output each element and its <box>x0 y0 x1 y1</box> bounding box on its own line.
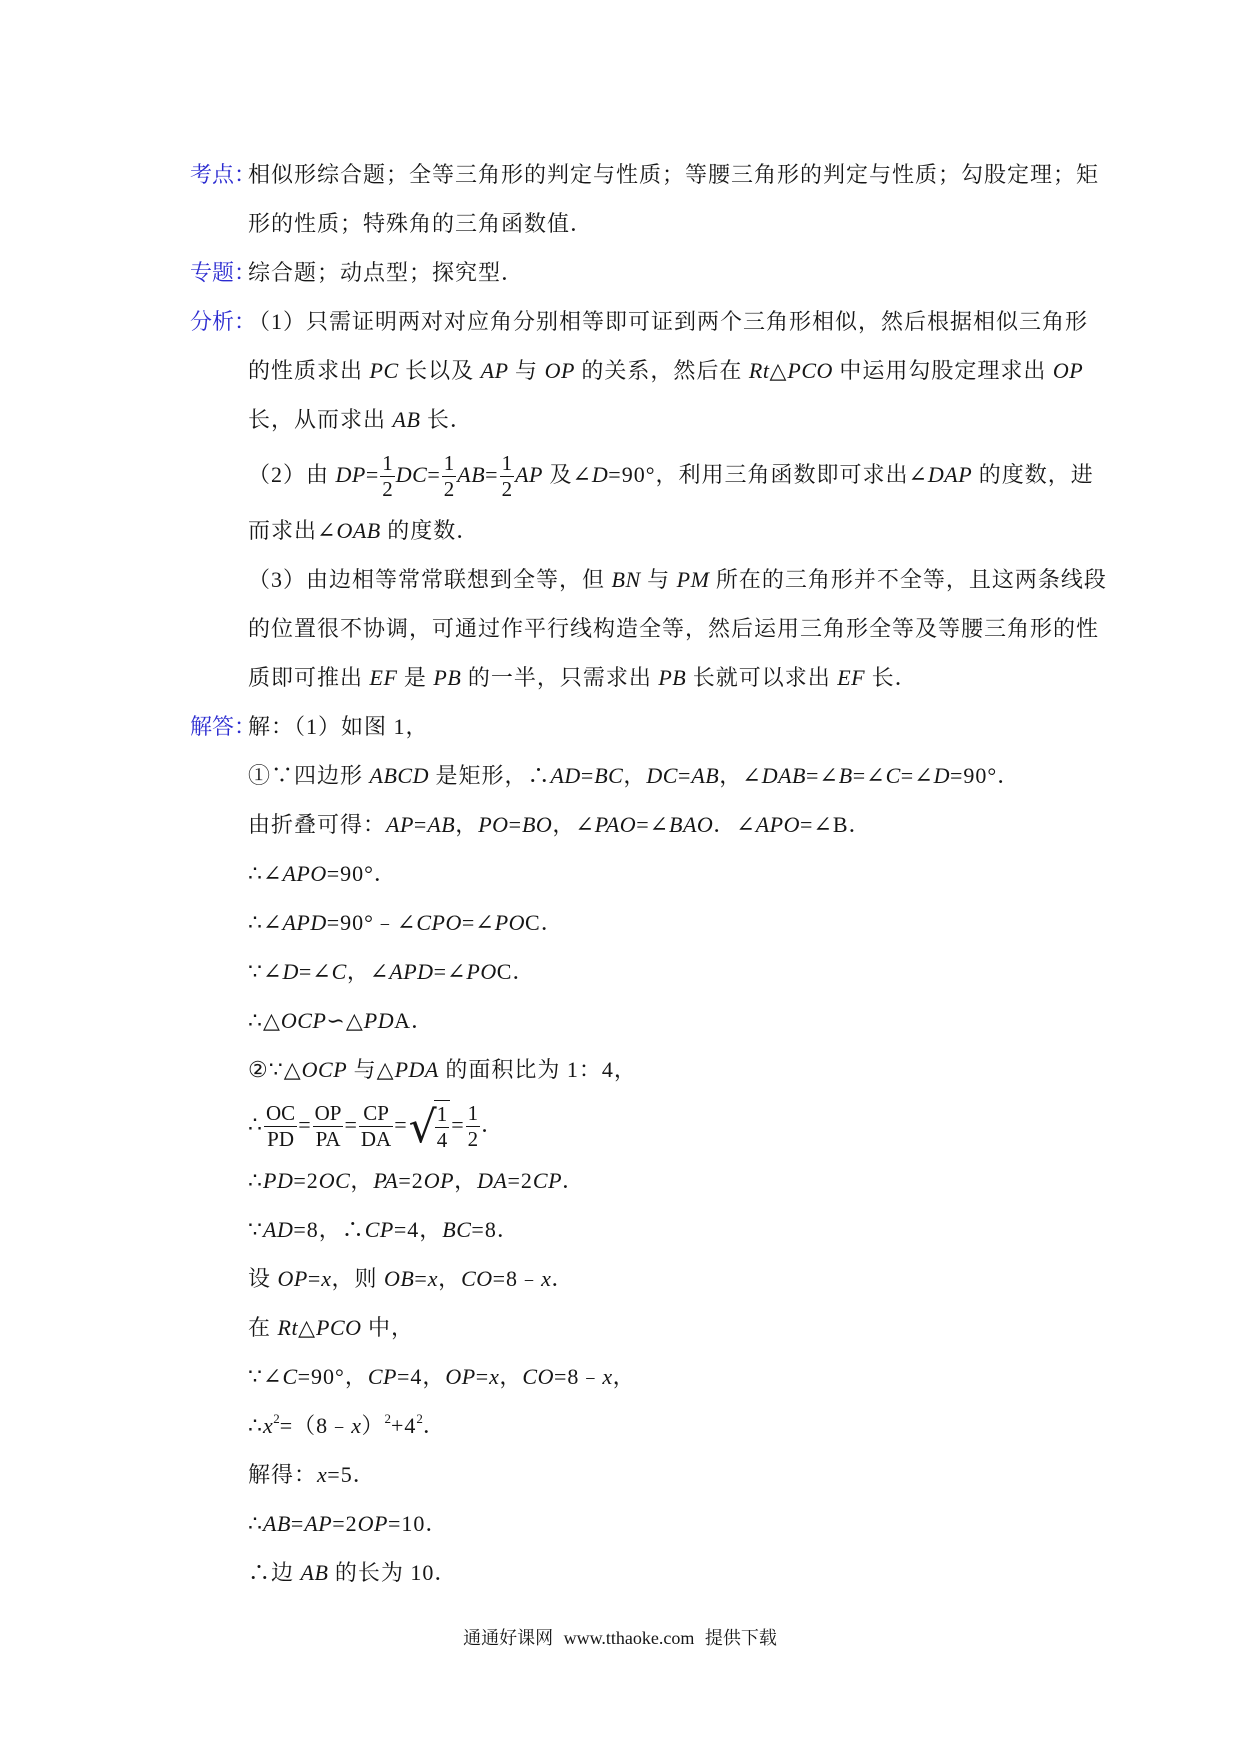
math-variable: AB <box>427 812 456 837</box>
text-run: ①∵四边形 <box>248 763 370 788</box>
text-run: =∠ <box>461 910 495 935</box>
fraction-numerator: OP <box>314 1101 342 1126</box>
math-variable: x <box>263 1413 274 1438</box>
text-run: 由折叠可得： <box>248 812 387 837</box>
text-run: 的位置很不协调，可通过作平行线构造全等，然后运用三角形全等及等腰三角形的性 <box>248 616 1100 641</box>
math-variable: PA <box>373 1168 399 1193</box>
text-run: 的性质求出 <box>248 358 370 383</box>
text-run: ， <box>454 1168 478 1193</box>
text-run: 及∠ <box>542 462 592 487</box>
math-variable: AB <box>263 1511 291 1536</box>
superscript: 2 <box>384 1411 391 1426</box>
exam-points-section <box>190 150 1100 248</box>
text-run: 设 <box>248 1266 278 1291</box>
text-run: =∠ <box>433 959 467 984</box>
math-variable: C <box>282 1364 298 1389</box>
text-run: = <box>580 763 595 788</box>
math-variable: APO <box>755 812 800 837</box>
text-run: 是 <box>397 665 434 690</box>
section-label: 分析： <box>190 309 257 334</box>
text-run: ． <box>551 1266 575 1291</box>
text-run: = <box>475 1364 490 1389</box>
text-run: ∵ <box>248 1217 263 1242</box>
text-run: 综合题；动点型；探究型． <box>248 260 525 285</box>
superscript: 2 <box>416 1411 423 1426</box>
text-run: =8． <box>471 1217 520 1242</box>
text-run: ． <box>562 1168 586 1193</box>
text-run: 所在的三角形并不全等，且这两条线段 <box>709 567 1107 592</box>
fraction-denominator: 4 <box>436 1128 448 1153</box>
text-run: 与 <box>508 358 545 383</box>
text-run: 的度数，进 <box>972 462 1094 487</box>
fraction-numerator: 1 <box>436 1102 448 1127</box>
math-variable: OB <box>384 1266 415 1291</box>
text-run: = <box>290 1511 305 1536</box>
math-variable: AD <box>550 763 581 788</box>
math-variable: Rt <box>748 358 770 383</box>
doc-line <box>190 444 1094 506</box>
math-variable: ABCD <box>369 763 429 788</box>
math-variable: AP <box>304 1511 333 1536</box>
text-run: 解：（1）如图 1， <box>248 714 429 739</box>
math-variable: BN <box>611 567 641 592</box>
math-variable: OCP <box>301 1057 348 1082</box>
fraction-numerator: CP <box>363 1101 389 1126</box>
math-variable: CP <box>364 1217 394 1242</box>
doc-line <box>190 1094 1090 1156</box>
math-variable: PD <box>363 1008 395 1033</box>
text-run: =90°，利用三角函数即可求出∠ <box>608 462 928 487</box>
text-run: = <box>365 462 380 487</box>
math-variable: AB <box>392 407 421 432</box>
fraction-numerator: OC <box>266 1101 296 1126</box>
math-variable: APO <box>282 861 327 886</box>
doc-line <box>190 751 1090 800</box>
math-variable: AB <box>691 763 720 788</box>
text-run: = <box>677 763 692 788</box>
text-run: =90°． <box>950 763 1021 788</box>
math-variable: CPO <box>416 910 462 935</box>
fraction <box>466 1101 481 1152</box>
math-variable: D <box>282 959 299 984</box>
text-run: ，∠ <box>552 812 595 837</box>
text-run: ， <box>612 1364 636 1389</box>
text-run: 长． <box>865 665 918 690</box>
text-run: A． <box>394 1008 434 1033</box>
fraction-denominator: 2 <box>382 477 393 502</box>
text-run: 的面积比为 1：4， <box>438 1057 637 1082</box>
doc-line <box>190 248 1090 297</box>
fraction-numerator: 1 <box>467 1101 479 1126</box>
math-variable: PAO <box>594 812 637 837</box>
fraction <box>442 451 457 502</box>
math-variable: PC <box>369 358 399 383</box>
doc-line <box>190 1045 1090 1094</box>
text-run: +4 <box>390 1413 417 1438</box>
square-root <box>409 1100 451 1153</box>
text-run: =2 <box>293 1168 319 1193</box>
text-run: ） <box>361 1413 385 1438</box>
section-label: 考点： <box>190 162 257 187</box>
fraction-numerator: 1 <box>501 451 513 476</box>
fraction <box>359 1101 393 1152</box>
math-variable: x <box>489 1364 500 1389</box>
math-variable: AP <box>480 358 509 383</box>
math-variable: x <box>427 1266 439 1291</box>
document-body <box>190 150 1107 1597</box>
math-variable: x <box>541 1266 552 1291</box>
math-variable: PO <box>466 959 497 984</box>
text-run: =90°． <box>326 861 397 886</box>
math-variable: OC <box>318 1168 351 1193</box>
text-run: 长． <box>420 407 473 432</box>
text-run: ， <box>455 812 479 837</box>
text-run: ． <box>422 1413 446 1438</box>
math-variable: EF <box>837 665 866 690</box>
math-variable: PO <box>478 812 509 837</box>
math-variable: AP <box>386 812 414 837</box>
math-variable: DC <box>395 462 428 487</box>
math-variable: OP <box>423 1168 455 1193</box>
math-variable: OAB <box>336 518 381 543</box>
doc-line <box>190 1548 1090 1597</box>
topic-section <box>190 248 1090 297</box>
solution-section <box>190 702 1090 1597</box>
text-run: ， <box>438 1266 462 1291</box>
text-run: =（8﹣ <box>279 1413 352 1438</box>
text-run: 的长为 10． <box>328 1560 458 1585</box>
fraction-numerator: 1 <box>443 451 455 476</box>
math-variable: PB <box>658 665 687 690</box>
text-run: 与△ <box>347 1057 395 1082</box>
text-run: 解得： <box>248 1462 318 1487</box>
math-variable: C <box>885 763 901 788</box>
text-run: =90°﹣∠ <box>326 910 417 935</box>
math-variable: OP <box>445 1364 476 1389</box>
text-run: 形的性质；特殊角的三角函数值． <box>248 211 594 236</box>
text-run: = <box>394 1112 408 1137</box>
text-run: ， <box>623 763 647 788</box>
text-run: =4， <box>393 1217 443 1242</box>
doc-line <box>190 702 1090 751</box>
text-run: ．∠ <box>713 812 756 837</box>
fraction-denominator: 2 <box>501 477 513 502</box>
text-run: ∽△ <box>326 1008 364 1033</box>
math-variable: CP <box>367 1364 397 1389</box>
text-run: =8﹣ <box>492 1266 542 1291</box>
fraction-denominator: 2 <box>443 477 455 502</box>
text-run: = <box>508 812 522 837</box>
math-variable: OP <box>277 1266 308 1291</box>
text-run: =90°， <box>297 1364 368 1389</box>
doc-line <box>190 996 1090 1045</box>
math-variable: DC <box>646 763 678 788</box>
text-run: （1）只需证明两对对应角分别相等即可证到两个三角形相似，然后根据相似三角形 <box>248 309 1089 334</box>
math-variable: AD <box>263 1217 294 1242</box>
math-variable: DAB <box>761 763 806 788</box>
text-run: ∴ <box>248 1112 263 1137</box>
math-variable: DAP <box>927 462 973 487</box>
math-variable: CP <box>532 1168 563 1193</box>
text-run: ∵∠ <box>248 959 283 984</box>
doc-line <box>190 604 1100 653</box>
text-run: 相似形综合题；全等三角形的判定与性质；等腰三角形的判定与性质；勾股定理；矩 <box>248 162 1100 187</box>
fraction-denominator: PD <box>264 1126 297 1152</box>
text-run: =∠ <box>852 763 886 788</box>
text-run: = <box>414 1266 428 1291</box>
math-variable: PCO <box>316 1315 362 1340</box>
text-run: = <box>451 1112 465 1137</box>
fraction-denominator: 2 <box>467 1127 479 1152</box>
text-run: ∴ <box>248 1413 263 1438</box>
math-variable: Rt <box>277 1315 299 1340</box>
superscript: 2 <box>273 1411 280 1426</box>
fraction <box>313 1101 344 1152</box>
section-label: 专题： <box>190 260 257 285</box>
math-variable: CO <box>522 1364 554 1389</box>
doc-line <box>190 555 1107 604</box>
text-run: 中， <box>361 1315 415 1340</box>
math-variable: x <box>317 1462 328 1487</box>
text-run: = <box>485 462 499 487</box>
analysis-section <box>190 297 1107 702</box>
math-variable: OCP <box>280 1008 327 1033</box>
text-run: =2 <box>507 1168 533 1193</box>
doc-line <box>190 506 1090 555</box>
doc-line <box>190 1450 1090 1499</box>
text-run: ∴∠ <box>248 910 283 935</box>
math-variable: C <box>331 959 347 984</box>
text-run: ∵∠ <box>248 1364 283 1389</box>
text-run: 质即可推出 <box>248 665 370 690</box>
doc-line <box>190 898 1090 947</box>
math-variable: PDA <box>394 1057 439 1082</box>
text-run: =2 <box>398 1168 424 1193</box>
text-run: ，∠ <box>346 959 390 984</box>
math-variable: BC <box>594 763 624 788</box>
math-variable: BC <box>442 1217 472 1242</box>
fraction <box>500 451 515 502</box>
text-run: 中运用勾股定理求出 <box>832 358 1053 383</box>
text-run: △ <box>769 358 788 383</box>
doc-line <box>190 1205 1090 1254</box>
text-run: 是矩形，∴ <box>428 763 551 788</box>
text-run: =∠ <box>805 763 839 788</box>
text-run: =8，∴ <box>293 1217 365 1242</box>
text-run: ∴边 <box>248 1560 301 1585</box>
text-run: ∴∠ <box>248 861 283 886</box>
math-variable: BAO <box>669 812 714 837</box>
text-run: ， <box>499 1364 523 1389</box>
text-run: =∠ <box>636 812 670 837</box>
text-run: = <box>307 1266 322 1291</box>
text-run: =5． <box>327 1462 376 1487</box>
doc-line <box>190 800 1090 849</box>
text-run: ∴ <box>248 1511 263 1536</box>
math-variable: PB <box>433 665 462 690</box>
text-run: 的关系，然后在 <box>574 358 749 383</box>
text-run: C． <box>496 959 536 984</box>
text-run: 的度数． <box>380 518 480 543</box>
doc-line <box>190 1352 1090 1401</box>
doc-line <box>190 1303 1090 1352</box>
text-run: = <box>344 1112 358 1137</box>
text-run: （3）由边相等常常联想到全等，但 <box>248 567 612 592</box>
text-run: 长就可以求出 <box>686 665 838 690</box>
text-run: （2）由 <box>248 462 336 487</box>
text-run: ， <box>350 1168 374 1193</box>
text-run: ②∵△ <box>248 1057 302 1082</box>
doc-line <box>190 346 1090 395</box>
math-variable: BO <box>521 812 553 837</box>
doc-line <box>190 849 1090 898</box>
doc-line <box>190 199 1090 248</box>
math-variable: CO <box>461 1266 493 1291</box>
text-run: 长，从而求出 <box>248 407 393 432</box>
text-run: 与 <box>640 567 677 592</box>
doc-line <box>190 947 1090 996</box>
doc-line <box>190 395 1090 444</box>
math-variable: B <box>838 763 853 788</box>
doc-line <box>190 1254 1090 1303</box>
math-variable: OP <box>1052 358 1084 383</box>
section-label: 解答： <box>190 714 257 739</box>
math-variable: EF <box>369 665 398 690</box>
math-variable: PO <box>494 910 526 935</box>
math-variable: OP <box>544 358 575 383</box>
fraction <box>380 451 395 502</box>
math-variable: DP <box>335 462 366 487</box>
fraction <box>264 1101 297 1152</box>
text-run: ∴△ <box>248 1008 281 1033</box>
math-variable: x <box>321 1266 332 1291</box>
math-variable: PM <box>676 567 710 592</box>
doc-line <box>190 1401 1090 1450</box>
math-variable: AB <box>457 462 486 487</box>
text-run: C． <box>525 910 564 935</box>
fraction-denominator: DA <box>360 1127 392 1152</box>
math-variable: PD <box>263 1168 294 1193</box>
math-variable: PCO <box>787 358 833 383</box>
text-run: 长以及 <box>398 358 481 383</box>
text-run: = <box>427 462 441 487</box>
page-footer: 通通好课网 www.tthaoke.com 提供下载 <box>463 1628 777 1648</box>
math-variable: D <box>933 763 951 788</box>
text-run: 的一半，只需求出 <box>461 665 659 690</box>
text-run: ． <box>481 1112 505 1137</box>
text-run: =∠ <box>298 959 332 984</box>
math-variable: OP <box>357 1511 388 1536</box>
math-variable: AB <box>300 1560 329 1585</box>
math-variable: x <box>351 1413 362 1438</box>
doc-line <box>190 653 1090 702</box>
doc-line <box>190 1499 1090 1548</box>
math-variable: AP <box>515 462 543 487</box>
text-run: △ <box>298 1315 316 1340</box>
text-run: = <box>298 1112 312 1137</box>
fraction-numerator: 1 <box>382 451 393 476</box>
text-run: = <box>413 812 428 837</box>
text-run: =∠ <box>900 763 934 788</box>
text-run: =4， <box>396 1364 446 1389</box>
math-variable: APD <box>282 910 327 935</box>
text-run: ，则 <box>331 1266 385 1291</box>
doc-line <box>190 1156 1090 1205</box>
fraction <box>435 1102 450 1153</box>
text-run: ∴ <box>248 1168 263 1193</box>
math-variable: DA <box>477 1168 508 1193</box>
text-run: 而求出∠ <box>248 518 337 543</box>
radical-sign-icon: √ <box>408 1102 437 1154</box>
doc-line <box>190 297 1090 346</box>
text-run: 在 <box>248 1315 278 1340</box>
math-variable: APD <box>389 959 434 984</box>
math-variable: D <box>591 462 609 487</box>
doc-line <box>190 150 1100 199</box>
text-run: =10． <box>387 1511 449 1536</box>
math-variable: x <box>602 1364 613 1389</box>
text-run: =∠B． <box>800 812 872 837</box>
text-run: =8﹣ <box>553 1364 603 1389</box>
fraction-denominator: PA <box>313 1126 344 1152</box>
text-run: =2 <box>332 1511 358 1536</box>
radicand <box>434 1100 451 1153</box>
text-run: ，∠ <box>719 763 762 788</box>
